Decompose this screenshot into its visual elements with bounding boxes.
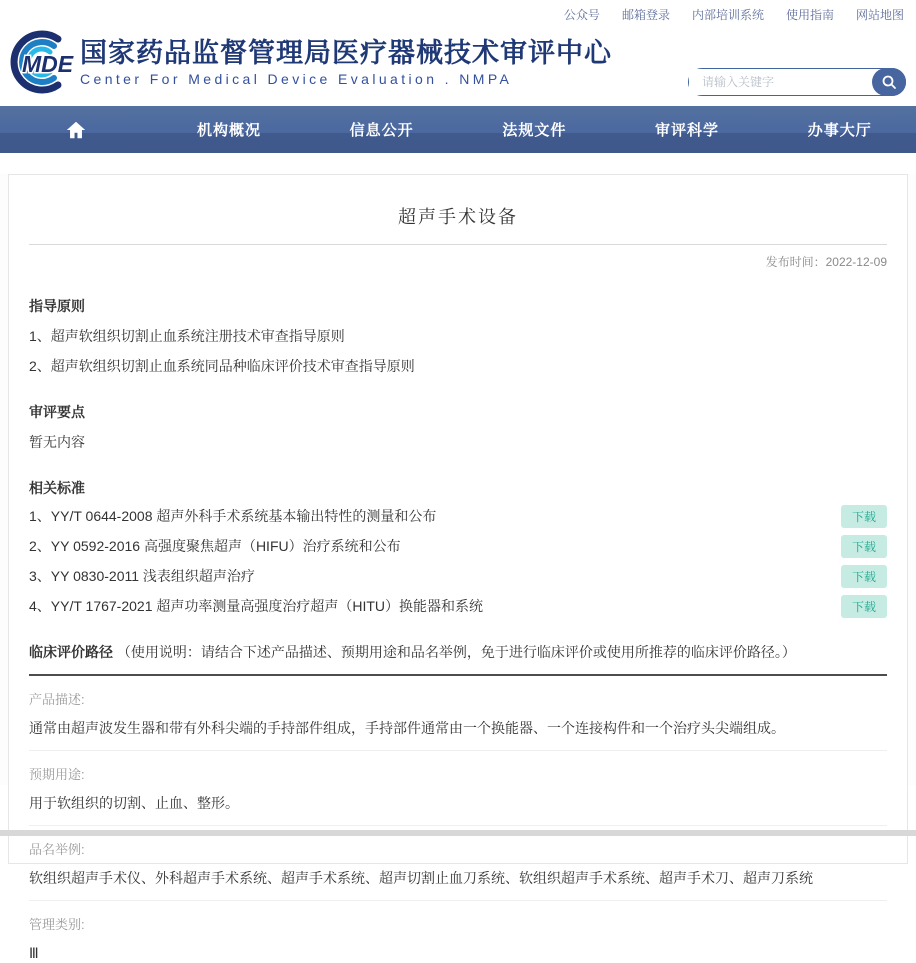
search-button[interactable] — [872, 68, 906, 96]
intended-use-value: 用于软组织的切割、止血、整形。 — [29, 795, 239, 811]
svg-text:MDE: MDE — [22, 51, 74, 77]
clinical-path-note: （使用说明：请结合下述产品描述、预期用途和品名举例，免于进行临床评价或使用所推荐的临床评价路径。） — [116, 644, 796, 660]
standard-row — [29, 565, 887, 588]
search-input[interactable] — [689, 69, 869, 95]
main-content — [0, 174, 916, 961]
download-button[interactable]: 下载 — [841, 505, 887, 528]
page-title: 超声手术设备 — [398, 207, 518, 227]
home-icon — [65, 119, 87, 141]
site-title-en: Center For Medical Device Evaluation . NMPA — [80, 70, 513, 87]
product-description-label: 产品描述: — [29, 692, 85, 707]
section-heading-clinical-path — [29, 642, 887, 662]
footer-strip — [0, 830, 916, 836]
standard-text: 2、YY 0592-2016 高强度聚焦超声（HIFU）治疗系统和公布 — [29, 538, 401, 554]
nav-item-service-hall[interactable]: 办事大厅 — [807, 122, 872, 139]
product-names-label: 品名举例: — [29, 842, 85, 857]
logo-text — [80, 38, 612, 87]
publish-date: 发布时间：2022-12-09 — [765, 255, 887, 269]
topbar-link-sitemap[interactable]: 网站地图 — [855, 7, 904, 22]
cmde-logo-icon — [8, 30, 72, 94]
section-heading-standards: 相关标准 — [29, 480, 85, 496]
topbar-link-user-guide[interactable]: 使用指南 — [785, 7, 834, 22]
topbar — [0, 0, 916, 28]
topbar-link-training-system[interactable]: 内部培训系统 — [691, 7, 764, 22]
topbar-link-wechat[interactable]: 公众号 — [563, 7, 600, 22]
field-divider — [29, 825, 887, 826]
header — [0, 28, 916, 106]
standard-row — [29, 505, 887, 528]
guidance-item: 1、超声软组织切割止血系统注册技术审查指导原则 — [29, 328, 345, 344]
management-class-label: 管理类别: — [29, 917, 85, 932]
download-button[interactable]: 下载 — [841, 535, 887, 558]
nav-item-info-disclosure[interactable]: 信息公开 — [349, 122, 414, 139]
nav-item-home[interactable] — [0, 106, 153, 153]
product-description-value: 通常由超声波发生器和带有外科尖端的手持部件组成，手持部件通常由一个换能器、一个连接构件和一个治疗头尖端组成。 — [29, 720, 785, 736]
search-icon — [881, 74, 897, 90]
guidance-item: 2、超声软组织切割止血系统同品种临床评价技术审查指导原则 — [29, 358, 415, 374]
section-heading-review-points: 审评要点 — [29, 404, 85, 420]
nav-item-about[interactable]: 机构概况 — [197, 122, 262, 139]
main-nav — [0, 106, 916, 153]
field-divider — [29, 750, 887, 751]
standard-row — [29, 535, 887, 558]
section-heading-guidance: 指导原则 — [29, 298, 85, 314]
management-class-value: Ⅲ — [29, 945, 39, 961]
topbar-link-mail-login[interactable]: 邮箱登录 — [621, 7, 670, 22]
review-points-empty: 暂无内容 — [29, 434, 85, 450]
clinical-path-divider — [29, 674, 887, 676]
clinical-path-title: 临床评价路径 — [29, 644, 113, 660]
search-box — [688, 68, 906, 96]
site-title-cn: 国家药品监督管理局医疗器械技术审评中心 — [80, 37, 612, 68]
download-button[interactable]: 下载 — [841, 565, 887, 588]
article-card — [8, 174, 908, 961]
standard-text: 3、YY 0830-2011 浅表组织超声治疗 — [29, 568, 255, 584]
download-button[interactable]: 下载 — [841, 595, 887, 618]
nav-item-regulations[interactable]: 法规文件 — [502, 122, 567, 139]
title-divider — [29, 244, 887, 245]
field-divider — [29, 900, 887, 901]
standard-text: 4、YY/T 1767-2021 超声功率测量高强度治疗超声（HITU）换能器和系统 — [29, 598, 484, 614]
standard-row — [29, 595, 887, 618]
intended-use-label: 预期用途: — [29, 767, 85, 782]
site-logo — [8, 30, 612, 94]
nav-item-review-science[interactable]: 审评科学 — [655, 122, 720, 139]
standard-text: 1、YY/T 0644-2008 超声外科手术系统基本输出特性的测量和公布 — [29, 508, 437, 524]
product-names-value: 软组织超声手术仪、外科超声手术系统、超声手术系统、超声切割止血刀系统、软组织超声手术系统、超声手术刀、超声刀系统 — [29, 870, 813, 886]
